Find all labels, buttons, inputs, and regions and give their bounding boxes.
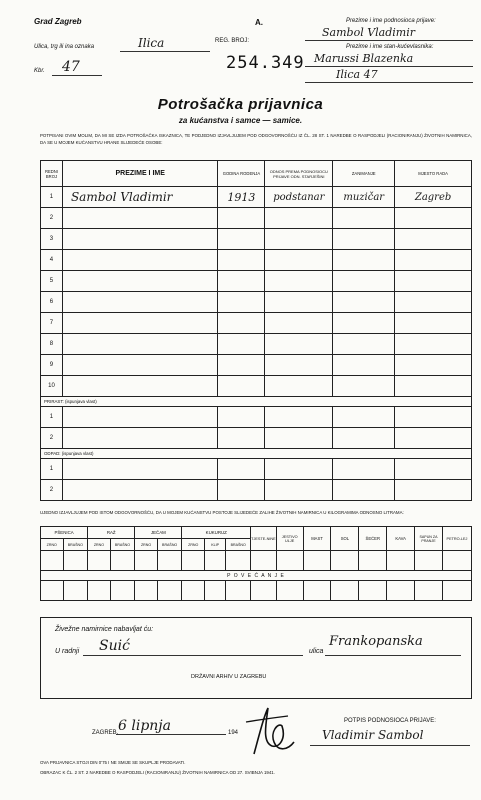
table-row <box>41 292 472 313</box>
house-number-value: 47 <box>62 59 80 75</box>
stock-header: SAPUN ZA PRANJE <box>415 527 443 551</box>
official-signature-icon <box>242 702 302 760</box>
row-job: muzičar <box>333 187 395 208</box>
persons-table <box>40 160 472 501</box>
row-number: 9 <box>41 355 63 376</box>
header-number: REDNI BROJ <box>41 161 63 187</box>
row-place: Zagreb <box>395 187 472 208</box>
row-number: 4 <box>41 250 63 271</box>
shop-underline <box>83 655 303 656</box>
row-relation: podstanar <box>265 187 333 208</box>
stock-subheader: ZRNO <box>41 539 64 551</box>
table-row <box>41 459 472 480</box>
stock-subheader: BRAŠNO <box>110 539 135 551</box>
date-underline <box>116 734 226 735</box>
row-number: 5 <box>41 271 63 292</box>
stock-table <box>40 526 472 601</box>
landlord-label: Prezime i ime stan-kućevlasnika: <box>346 44 434 50</box>
stock-header: JESTIVO ULJE <box>276 527 303 551</box>
stock-header: MAST <box>303 527 331 551</box>
prirast-label-row <box>41 397 472 407</box>
row-number: 6 <box>41 292 63 313</box>
stock-header: JEČAM <box>135 527 182 539</box>
table-row <box>41 208 472 229</box>
row-number: 2 <box>41 480 63 501</box>
stock-header: PŠENICA <box>41 527 88 539</box>
stock-subheader: ZRNO <box>88 539 111 551</box>
landlord-underline <box>305 66 473 67</box>
row-number: 2 <box>41 208 63 229</box>
row-year: 1913 <box>218 187 265 208</box>
prirast-label: PRIRAST: (ispunjava vlast) <box>41 397 472 407</box>
landlord-address-underline <box>305 82 473 83</box>
table-row <box>41 250 472 271</box>
stock-subheader: KLIP <box>204 539 225 551</box>
stock-header: SOL <box>331 527 359 551</box>
table-row <box>41 355 472 376</box>
row-number: 1 <box>41 187 63 208</box>
stock-header: TJESTE-NINE <box>251 527 277 551</box>
reg-number-label: REG. BROJ: <box>215 38 250 44</box>
table-row <box>41 407 472 428</box>
footer-note-decree: OBRAZAC K ČL. 2 ST. 2 NAREDBE O RASPODJELI (RACIONIRANJU) ŽIVOTNIH NAMIRNICA OD 27. SVIBNJA 1941. <box>40 770 275 775</box>
city-name: Grad Zagreb <box>34 17 82 26</box>
odpad-label-row <box>41 449 472 459</box>
header-relation: ODNOS PREMA PODNOSIOCU PRIJAVE ODN. STARJEŠINI <box>265 161 333 187</box>
table-row <box>41 187 472 208</box>
povecanje-row <box>41 571 472 581</box>
applicant-underline <box>305 40 473 41</box>
applicant-label: Prezime i ime podnosioca prijave: <box>346 18 436 24</box>
footer-date: 6 lipnja <box>118 718 171 734</box>
stock-header: KAVA <box>387 527 415 551</box>
street-underline <box>120 51 210 52</box>
signature-value: Vladimir Sambol <box>322 728 424 742</box>
persons-header-row <box>41 161 472 187</box>
supply-street-label: ulica <box>309 648 324 655</box>
footer-place: ZAGREB, <box>92 730 119 736</box>
table-row <box>41 428 472 449</box>
signature-underline <box>310 745 470 746</box>
landlord-address: Ilica 47 <box>336 68 378 81</box>
row-number: 1 <box>41 407 63 428</box>
footer-note-price: OVA PRIJAVNICA STOJI DIN 0'75 I NE SMIJE SE SKUPLJE PRODAVATI. <box>40 760 186 765</box>
supply-heading: Živežne namirnice nabavljat ću: <box>55 626 154 633</box>
stock-header: ŠEĆER <box>359 527 387 551</box>
house-number-label: Kbr. <box>34 68 45 74</box>
supply-street-value: Frankopanska <box>329 634 423 649</box>
stock-intro: UJEDNO IZJAVLJUJEM POD ISTOM ODGOVORNOŠĆU, DA U MOJEM KUĆANSTVU POSTOJE SLIJEDEĆE ZALIHE ŽIVOTNIH NAMIRNICA U KILOGRAMIMA ODNOSNO LITRAMA: <box>40 510 404 515</box>
header-year: GODINA RODENJA <box>218 161 265 187</box>
table-row <box>41 229 472 250</box>
row-number: 8 <box>41 334 63 355</box>
table-row <box>41 313 472 334</box>
row-number: 10 <box>41 376 63 397</box>
reg-number-value: 254.349 <box>226 53 305 73</box>
stock-header: RAŽ <box>88 527 135 539</box>
signature-label: POTPIS PODNOSIOCA PRIJAVE: <box>344 718 436 724</box>
street-label: Ulica, trg ili ina oznaka <box>34 44 95 50</box>
form-letter: A. <box>255 18 263 27</box>
stock-subheader: ZRNO <box>182 539 205 551</box>
povecanje-label: P O V E Ć A N J E <box>41 571 472 581</box>
landlord-value: Marussi Blazenka <box>314 52 414 65</box>
intro-text: POTPISANI OVIM MOLIM, DA MI SE IZDA POTROŠAČKA ISKAZNICA, TE PODJEDNO IZJAVLJUJEM POD ODGOVORNOŠĆU IZ ČL. 28 ST. 1 NAREDBE O RASPODJELI (RACIONIRANJU) ŽIVOTNIH NAMIRNICA, DA SE U MOJEM KUĆANSTVU HRANE SLIJEDEĆE OSOBE: <box>40 133 472 145</box>
table-row <box>41 271 472 292</box>
form-title: Potrošačka prijavnica <box>157 96 324 113</box>
table-row <box>41 334 472 355</box>
row-name: Sambol Vladimir <box>62 187 218 208</box>
header-job: ZANIMANJE <box>333 161 395 187</box>
stock-value-row <box>41 581 472 601</box>
header-place: MJESTO RADA <box>395 161 472 187</box>
header-name: PREZIME I IME <box>62 161 218 187</box>
stock-subheader: BRAŠNO <box>63 539 88 551</box>
footer-year: 194 <box>228 730 239 736</box>
supply-box <box>40 617 472 699</box>
archive-stamp: DRŽAVNI ARHIV U ZAGREBU <box>191 674 267 680</box>
form-subtitle: za kućanstva i samce — samice. <box>178 116 303 125</box>
row-number: 3 <box>41 229 63 250</box>
table-row <box>41 376 472 397</box>
stock-group-row <box>41 527 472 539</box>
shop-label: U radnji <box>55 648 80 655</box>
odpad-label: ODPAD: (ispunjava vlast) <box>41 449 472 459</box>
stock-header: KUKURUZ <box>182 527 251 539</box>
house-underline <box>52 75 102 76</box>
stock-value-row <box>41 551 472 571</box>
table-row <box>41 480 472 501</box>
applicant-value: Sambol Vladimir <box>322 26 415 39</box>
row-number: 7 <box>41 313 63 334</box>
supply-street-underline <box>325 655 461 656</box>
stock-header: PETRO-LEJ <box>442 527 471 551</box>
stock-subheader: BRAŠNO <box>226 539 251 551</box>
stock-subheader: ZRNO <box>135 539 158 551</box>
street-value: Ilica <box>138 36 165 50</box>
row-number: 2 <box>41 428 63 449</box>
shop-value: Suić <box>99 638 130 654</box>
row-number: 1 <box>41 459 63 480</box>
stock-subheader: BRAŠNO <box>157 539 182 551</box>
